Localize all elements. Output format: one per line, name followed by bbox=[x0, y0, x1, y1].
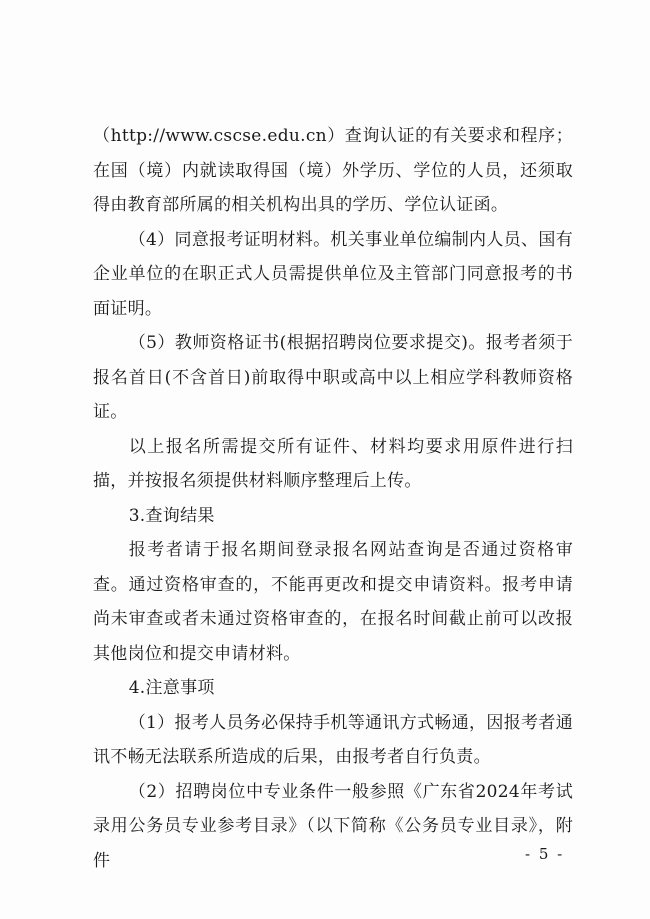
paragraph-note-contact: （1）报考人员务必保持手机等通讯方式畅通，因报考者通讯不畅无法联系所造成的后果，由报考者自行负责。 bbox=[93, 712, 573, 767]
section-heading-query-results: 3.查询结果 bbox=[128, 505, 215, 526]
paragraph-teacher-qualification: （5）教师资格证书(根据招聘岗位要求提交)。报考者须于报名首日(不含首日)前取得中职或高中以上相应学科教师资格证。 bbox=[93, 333, 573, 422]
paragraph-query-results: 报考者请于报名期间登录报名网站查询是否通过资格审查。通过资格审查的，不能再更改和提交申请资料。报考申请尚未审查或者未通过资格审查的，在报名时间截止前可以改报其他岗位和提交申请材料。 bbox=[93, 540, 573, 664]
paragraph-upload-requirements: 以上报名所需提交所有证件、材料均要求用原件进行扫描，并按报名须提供材料顺序整理后上传。 bbox=[93, 436, 573, 491]
page-number: - 5 - bbox=[525, 845, 565, 863]
paragraph-consent-certificate: （4）同意报考证明材料。机关事业单位编制内人员、国有企业单位的在职正式人员需提供单位及主管部门同意报考的书面证明。 bbox=[93, 229, 573, 319]
section-heading-notes: 4.注意事项 bbox=[128, 678, 215, 698]
paragraph-verification-continued: （http://www.cscse.edu.cn）查询认证的有关要求和程序；在国（境）内就读取得国（境）外学历、学位的人员，还须取得由教育部所属的相关机构出具的学历、学位认证函。 bbox=[93, 126, 573, 215]
document-body bbox=[93, 119, 573, 878]
paragraph-note-major-requirements: （2）招聘岗位中专业条件一般参照《广东省2024年考试录用公务员专业参考目录》（以下简称《公务员专业目录》，附件 bbox=[93, 781, 573, 871]
